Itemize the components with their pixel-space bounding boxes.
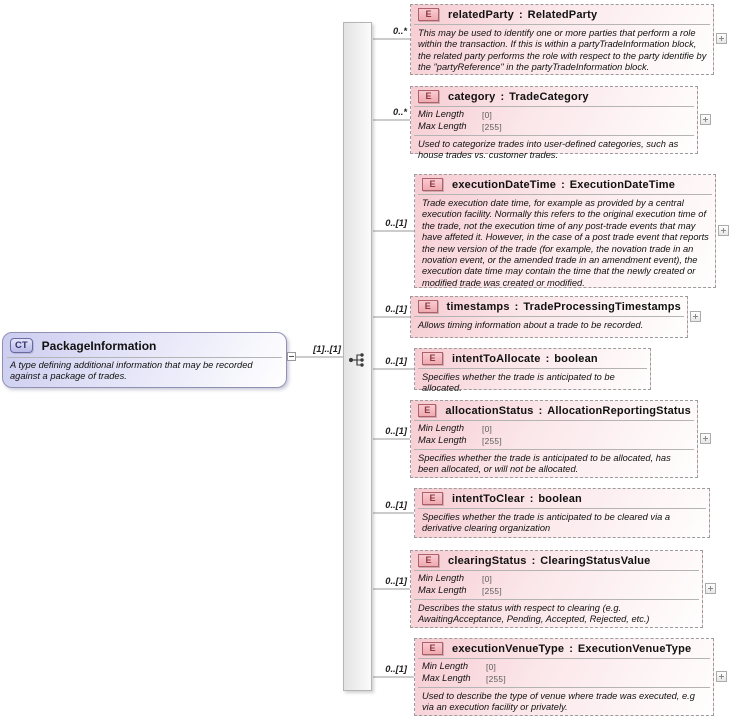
element-facets	[411, 107, 697, 135]
element-header	[411, 297, 687, 316]
expand-icon-clearingStatus[interactable]	[705, 583, 716, 594]
facet-label: Max Length	[418, 121, 467, 131]
element-annotation: Trade execution date time, for example as provided by a central execution facility. Normally this refers to the original execution time of the trade, not the execution time of any post-trade events that may have affeted it. However, in the case of a post trade event that reports the new version of the trade (for example, the novation trade in an novation event, or the amended trade in an amendment event), the execution date time may contain the time that the newly created or modified trade was created or modified.	[422, 198, 709, 288]
facet-label: Max Length	[418, 585, 467, 595]
cardinality-label: 0..[1]	[385, 218, 407, 228]
name-type-separator: :	[538, 404, 543, 417]
element-name: allocationStatus	[445, 404, 534, 417]
name-type-separator: :	[519, 8, 523, 21]
element-type: TradeCategory	[509, 90, 589, 103]
element-box-timestamps[interactable]	[410, 296, 688, 338]
expand-icon-relatedParty[interactable]	[716, 33, 727, 44]
element-facets	[411, 421, 697, 449]
cardinality-label: 0..[1]	[385, 500, 407, 510]
cardinality-label: 0..[1]	[385, 356, 407, 366]
facet-value: [0]	[482, 110, 493, 120]
element-box-executionDateTime[interactable]	[414, 174, 716, 288]
cardinality-label: 0..[1]	[385, 576, 407, 586]
cardinality-label: 0..[1]	[385, 664, 407, 674]
facet-value: [0]	[482, 424, 493, 434]
name-type-separator: :	[561, 178, 565, 191]
element-header	[411, 5, 713, 24]
element-name: timestamps	[446, 300, 510, 313]
cardinality-label: 0..*	[393, 26, 407, 36]
facet-value: [255]	[482, 436, 502, 446]
element-header	[415, 489, 709, 508]
element-facets	[411, 571, 702, 599]
element-type: RelatedParty	[527, 8, 598, 21]
facet-value: [255]	[486, 674, 506, 684]
collapse-handle-icon[interactable]	[287, 352, 296, 361]
element-type: AllocationReportingStatus	[547, 404, 691, 417]
sequence-icon[interactable]	[348, 351, 370, 369]
element-box-intentToClear[interactable]	[414, 488, 710, 538]
element-annotation: Describes the status with respect to clearing (e.g. AwaitingAcceptance, Pending, Accepted, Rejected, etc.)	[418, 603, 650, 625]
name-type-separator: :	[545, 352, 550, 365]
element-type: ExecutionVenueType	[577, 642, 692, 655]
element-type: ExecutionDateTime	[569, 178, 676, 191]
expand-icon-executionVenueType[interactable]	[716, 671, 727, 682]
element-name: relatedParty	[448, 8, 514, 21]
expand-icon-allocationStatus[interactable]	[700, 433, 711, 444]
cardinality-label: 0..*	[393, 107, 407, 117]
name-type-separator: :	[529, 492, 534, 505]
element-box-clearingStatus[interactable]	[410, 550, 703, 628]
element-type: boolean	[554, 352, 598, 365]
element-type: boolean	[538, 492, 582, 505]
cardinality-label-root: [1]..[1]	[313, 344, 341, 354]
expand-icon-category[interactable]	[700, 114, 711, 125]
cardinality-label: 0..[1]	[385, 426, 407, 436]
element-header	[415, 639, 713, 658]
element-header	[411, 401, 697, 420]
facet-value: [255]	[482, 122, 502, 132]
element-box-allocationStatus[interactable]	[410, 400, 698, 478]
element-icon: E	[422, 642, 443, 655]
element-name: category	[448, 90, 496, 103]
expand-icon-timestamps[interactable]	[690, 311, 701, 322]
element-icon: E	[418, 90, 439, 103]
complextype-title: PackageInformation	[41, 338, 157, 353]
element-name: clearingStatus	[448, 554, 527, 567]
facet-label: Min Length	[422, 661, 468, 671]
element-icon: E	[422, 352, 443, 365]
element-type: ClearingStatusValue	[540, 554, 651, 567]
element-icon: E	[422, 178, 443, 191]
element-annotation: Specifies whether the trade is anticipated to be cleared via a derivative clearing organization	[422, 512, 671, 534]
element-annotation: Allows timing information about a trade to be recorded.	[418, 320, 644, 330]
facet-value: [255]	[482, 586, 502, 596]
name-type-separator: :	[531, 554, 536, 567]
complextype-icon: CT	[10, 338, 33, 353]
element-header	[411, 87, 697, 106]
element-annotation: Used to describe the type of venue where trade was executed, e.g via an execution facility or privately.	[422, 691, 695, 713]
complextype-box-PackageInformation[interactable]	[2, 332, 287, 388]
element-box-executionVenueType[interactable]	[414, 638, 714, 716]
element-name: intentToAllocate	[452, 352, 541, 365]
element-icon: E	[418, 404, 436, 417]
facet-label: Max Length	[418, 435, 467, 445]
facet-label: Min Length	[418, 573, 464, 583]
element-box-intentToAllocate[interactable]	[414, 348, 651, 394]
element-name: executionDateTime	[452, 178, 557, 191]
facet-value: [0]	[486, 662, 497, 672]
element-annotation: Specifies whether the trade is anticipated to be allocated, has been allocated, or will not be allocated.	[418, 453, 671, 475]
element-facets	[415, 659, 713, 687]
facet-value: [0]	[482, 574, 493, 584]
element-annotation: Specifies whether the trade is anticipated to be allocated.	[422, 372, 615, 394]
name-type-separator: :	[500, 90, 505, 103]
complextype-header	[3, 333, 286, 356]
element-icon: E	[418, 8, 439, 21]
element-name: intentToClear	[452, 492, 525, 505]
element-header	[411, 551, 702, 570]
element-icon: E	[422, 492, 443, 505]
facet-label: Min Length	[418, 109, 464, 119]
element-annotation: Used to categorize trades into user-defined categories, such as house trades vs. customer trades.	[418, 139, 679, 161]
element-name: executionVenueType	[452, 642, 565, 655]
element-header	[415, 175, 715, 194]
element-annotation: This may be used to identify one or more parties that perform a role within the transaction. If this is within a partyTradeInformation block, the related party performs the role with respect to the party identifie by the "partyReference" in the partyTradeInformation block.	[418, 28, 707, 73]
facet-label: Max Length	[422, 673, 471, 683]
element-icon: E	[418, 554, 439, 567]
element-box-relatedParty[interactable]	[410, 4, 714, 75]
name-type-separator: :	[514, 300, 519, 313]
element-icon: E	[418, 300, 438, 313]
element-box-category[interactable]	[410, 86, 698, 161]
name-type-separator: :	[569, 642, 573, 655]
complextype-annotation: A type defining additional information that may be recorded against a package of trades.	[10, 360, 253, 382]
cardinality-label: 0..[1]	[385, 304, 407, 314]
facet-label: Min Length	[418, 423, 464, 433]
expand-icon-executionDateTime[interactable]	[718, 225, 729, 236]
element-type: TradeProcessingTimestamps	[523, 300, 681, 313]
element-header	[415, 349, 650, 368]
